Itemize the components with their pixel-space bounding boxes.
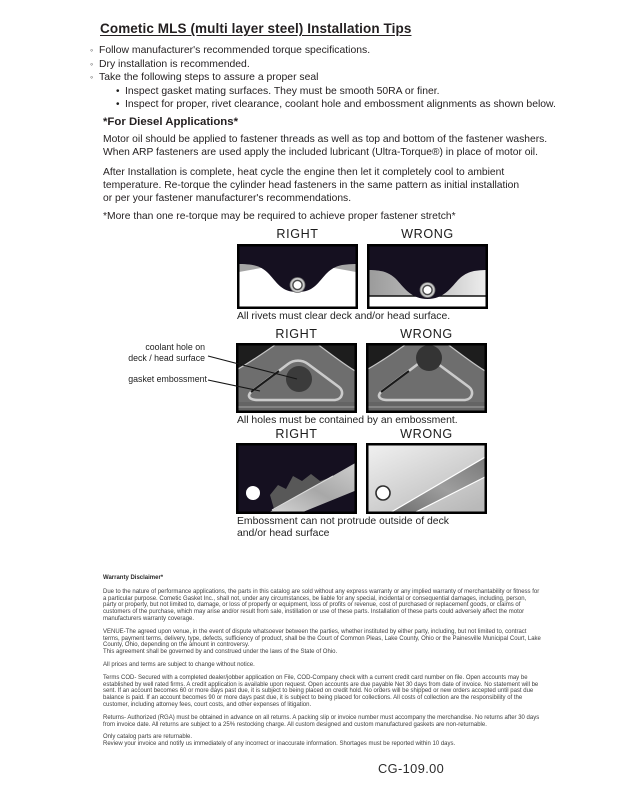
sub-tip-text: Inspect for proper, rivet clearance, coolant hole and embossment alignments as shown below. — [125, 99, 556, 111]
tip-text: Dry installation is recommended. — [99, 58, 250, 70]
paragraph-line: *More than one re-torque may be required to achieve proper fastener stretch* — [103, 211, 456, 222]
diagram-protrude-wrong-image — [366, 443, 487, 514]
tip-item — [90, 58, 556, 72]
warranty-disclaimer-section — [103, 575, 541, 754]
paragraph-line: temperature. Re-torque the cylinder head fasteners in the same pattern as initial installation — [103, 180, 520, 192]
bolt-hole — [376, 486, 390, 500]
tip-text: Follow manufacturer's recommended torque specifications. — [99, 45, 371, 56]
right-label: RIGHT — [275, 327, 318, 341]
diagram-rivet-right-image — [237, 244, 358, 309]
tip-text: Take the following steps to assure a proper seal — [99, 72, 319, 84]
sub-tips-list — [116, 85, 556, 112]
page-number: CG-109.00 — [378, 761, 445, 776]
open-bullet-icon: ◦ — [90, 45, 94, 55]
diagram-protrude-right — [236, 443, 357, 514]
installation-tips-list — [90, 44, 556, 112]
paragraph-line: After Installation is complete, heat cycle the engine then let it completely cool to ambient — [103, 167, 505, 178]
tip-item — [90, 71, 556, 85]
diesel-paragraph-2 — [103, 166, 519, 206]
open-bullet-icon: ◦ — [90, 72, 94, 83]
wrong-label: WRONG — [400, 327, 453, 341]
diagram-rivet-wrong-image — [367, 244, 488, 309]
diesel-paragraph-1 — [103, 133, 547, 159]
disclaimer-paragraph: Only catalog parts are returnable. Review your invoice and notify us immediately of any incorrect or inaccurate information. Shortages must be reported within 10 days. — [103, 734, 456, 748]
disclaimer-paragraph: Returns- Authorized (RGA) must be obtained in advance on all returns. A packing slip or invoice number must accompany the merchandise. No returns after 30 days from invoice date. All returns are subject to a 25% restocking charge. All custom designed and custom manufactured gaskets are non-returnable. — [103, 714, 540, 728]
disclaimer-paragraph: All prices and terms are subject to change without notice. — [103, 661, 255, 668]
right-label: RIGHT — [275, 427, 318, 441]
bolt-hole — [246, 486, 260, 500]
filled-bullet-icon: • — [116, 85, 120, 97]
callout-leader-lines — [204, 350, 304, 398]
diagram-rivet-right — [237, 244, 358, 309]
filled-bullet-icon: • — [116, 99, 120, 111]
diagram-protrude-wrong — [366, 443, 487, 514]
diesel-applications-heading: *For Diesel Applications* — [103, 116, 239, 128]
sub-tip-item — [116, 85, 556, 99]
row1-caption: All rivets must clear deck and/or head surface. — [237, 311, 451, 322]
disclaimer-paragraph: VENUE-The agreed upon venue, in the event of dispute whatsoever between the parties, whether instituted by either party, including, but not limited to, contract terms, payment terms, delivery, type, defects, sufficiency of product, shall be the Court of Common Pleas, Lake County, Ohio or the Painesville Municipal Court, Lake County, Ohio, depending on the amount in controversy. This agreement shall be governed by and construed under the laws of the State of Ohio. — [103, 628, 541, 656]
disclaimer-paragraph: Terms COD- Secured with a completed dealer/jobber application on File, COD-Company check with a current credit card number on file. Open accounts may be established by well rated firms. A credit application is available upon request. Open accounts are due payable Net 30 days from date of invoice. No statement will be sent. If an account becomes 60 or more days past due, it is subject to being placed on credit hold. No orders will be shipped or new orders accepted until past due balance is paid. If an account becomes 90 or more days past due, it is subject to being placed for collections. All costs of collection are the responsibility of the customer, including attorney fees, court costs, and other expenses of litigation. — [103, 674, 539, 708]
wrong-label: WRONG — [401, 227, 454, 241]
paragraph-line: When ARP fasteners are used apply the included lubricant (Ultra-Torque®) in place of motor oil. — [103, 147, 538, 159]
open-bullet-icon: ◦ — [90, 58, 94, 69]
callout-coolant-hole-label: coolant hole on deck / head surface — [128, 342, 205, 363]
sub-tip-text: Inspect gasket mating surfaces. They must be smooth 50RA or finer. — [125, 85, 440, 97]
retorque-note — [103, 210, 456, 223]
diagram-embossment-wrong-image — [366, 343, 487, 413]
sub-tip-item — [116, 98, 556, 112]
diagram-embossment-wrong — [366, 343, 487, 413]
coolant-hole — [416, 345, 442, 371]
warranty-disclaimer-heading: Warranty Disclaimer* — [103, 575, 164, 581]
page-title: Cometic MLS (multi layer steel) Installation Tips — [100, 21, 412, 36]
disclaimer-paragraph: Due to the nature of performance applications, the parts in this catalog are sold without any express warranty or any implied warranty of merchantability or fitness for a particular purpose. Cometic Gasket Inc., shall not, under any circumstances, be liable for any special, incidental or consequential damages, including, person, party or property, but not limited to, damage, or loss of property or equipment, loss of profits or revenue, cost of purchased or replacement goods, or claims of customers of the purchase, which may arise and/or result from sale, instillation or use of these parts. Installation of these parts could adversely affect the motor manufacturers warranty coverage. — [103, 588, 540, 622]
paragraph-line: Motor oil should be applied to fastener threads as well as top and bottom of the fastener washers. — [103, 134, 548, 145]
diagram-protrude-right-image — [236, 443, 357, 514]
row3-caption: Embossment can not protrude outside of deck and/or head surface — [237, 516, 449, 539]
diagram-rivet-wrong — [367, 244, 488, 309]
paragraph-line: or per your fastener manufacturer's recommendations. — [103, 193, 352, 205]
right-label: RIGHT — [276, 227, 319, 241]
wrong-label: WRONG — [400, 427, 453, 441]
row2-caption: All holes must be contained by an embossment. — [237, 415, 458, 426]
callout-gasket-embossment-label: gasket embossment — [128, 374, 207, 384]
tip-item — [90, 44, 556, 58]
